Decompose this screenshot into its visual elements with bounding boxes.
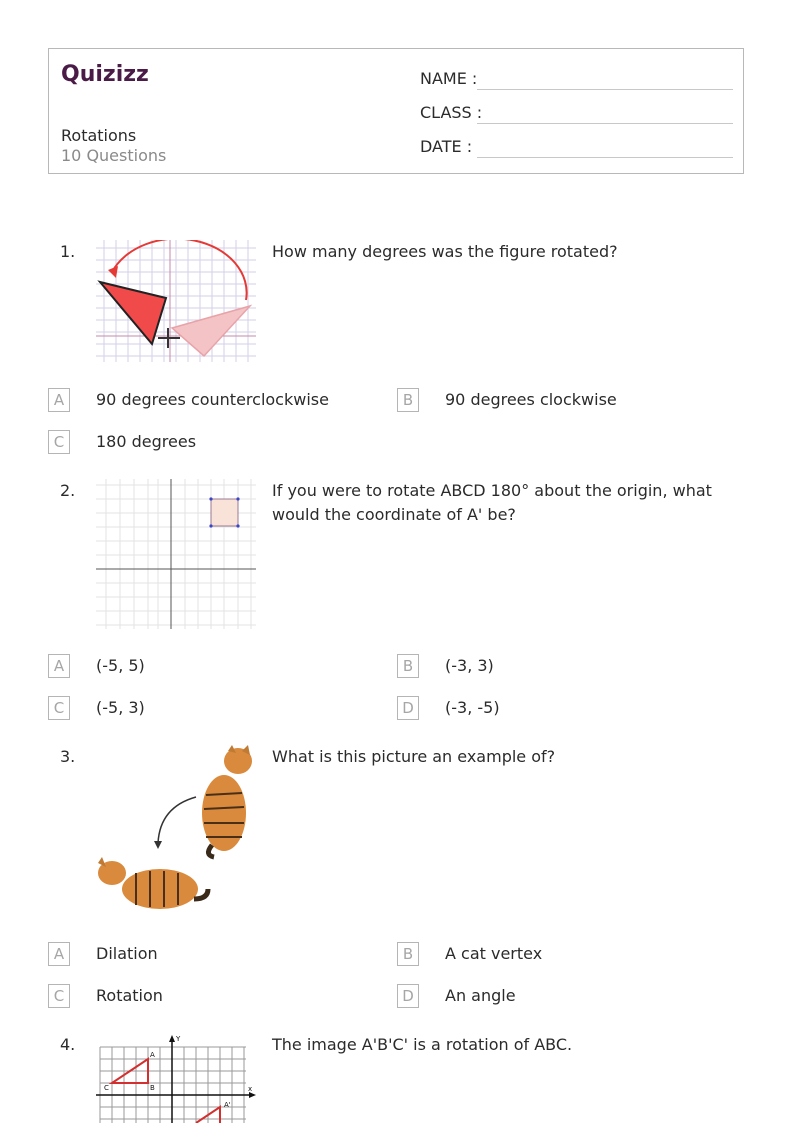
label-b: B bbox=[150, 1084, 155, 1092]
option-a-text: (-5, 5) bbox=[96, 656, 145, 675]
y-axis-arrow-icon bbox=[169, 1035, 175, 1042]
question-1-number: 1. bbox=[60, 242, 76, 261]
rotated-cat-image bbox=[98, 857, 208, 909]
question-1-figure bbox=[96, 240, 256, 362]
option-c-text: (-5, 3) bbox=[96, 698, 145, 717]
option-d-box[interactable]: D bbox=[397, 984, 419, 1008]
image-triangle bbox=[172, 306, 250, 356]
quizizz-logo bbox=[61, 59, 153, 87]
option-d-text: (-3, -5) bbox=[445, 698, 500, 717]
option-a-text: Dilation bbox=[96, 944, 158, 963]
graph-grid bbox=[100, 1047, 246, 1123]
class-line[interactable] bbox=[477, 123, 733, 124]
question-2-figure bbox=[96, 479, 256, 629]
quiz-title: Rotations bbox=[61, 126, 137, 145]
square-abcd bbox=[211, 499, 238, 526]
y-axis-label: Y bbox=[176, 1035, 181, 1043]
question-4-number: 4. bbox=[60, 1035, 76, 1054]
question-3-text: What is this picture an example of? bbox=[272, 747, 556, 766]
preimage-triangle bbox=[100, 282, 166, 344]
label-c: C bbox=[104, 1084, 109, 1092]
option-a-box[interactable]: A bbox=[48, 388, 70, 412]
arrow-head-icon bbox=[154, 841, 162, 849]
question-count: 10 Questions bbox=[61, 146, 167, 165]
rotation-arrow bbox=[158, 797, 196, 843]
option-a-box[interactable]: A bbox=[48, 942, 70, 966]
worksheet-header bbox=[48, 48, 744, 174]
question-1-text: How many degrees was the figure rotated? bbox=[272, 242, 618, 261]
option-a-box[interactable]: A bbox=[48, 654, 70, 678]
option-d-text: An angle bbox=[445, 986, 516, 1005]
question-4-text: The image A'B'C' is a rotation of ABC. bbox=[272, 1035, 573, 1054]
label-a: A bbox=[150, 1051, 155, 1059]
question-2-text: If you were to rotate ABCD 180° about the origin, what would the coordinate of A' be? bbox=[272, 481, 712, 524]
date-label: DATE : bbox=[420, 137, 473, 156]
question-2-number: 2. bbox=[60, 481, 76, 500]
option-c-box[interactable]: C bbox=[48, 696, 70, 720]
question-3-figure bbox=[96, 745, 256, 917]
question-3-number: 3. bbox=[60, 747, 76, 766]
option-b-box[interactable]: B bbox=[397, 654, 419, 678]
date-line[interactable] bbox=[477, 157, 733, 158]
option-b-box[interactable]: B bbox=[397, 942, 419, 966]
name-line[interactable] bbox=[477, 89, 733, 90]
question-4-figure bbox=[96, 1033, 256, 1123]
label-a-prime: A' bbox=[224, 1101, 231, 1109]
sitting-cat-image bbox=[202, 745, 252, 857]
option-b-text: 90 degrees clockwise bbox=[445, 390, 617, 409]
option-b-text: (-3, 3) bbox=[445, 656, 494, 675]
option-c-text: Rotation bbox=[96, 986, 163, 1005]
option-a-text: 90 degrees counterclockwise bbox=[96, 390, 329, 409]
x-axis-label: x bbox=[248, 1085, 253, 1093]
option-c-box[interactable]: C bbox=[48, 984, 70, 1008]
class-label: CLASS : bbox=[420, 103, 483, 122]
option-c-box[interactable]: C bbox=[48, 430, 70, 454]
logo-wordmark: Quizizz bbox=[61, 62, 149, 87]
name-label: NAME : bbox=[420, 69, 478, 88]
option-b-text: A cat vertex bbox=[445, 944, 543, 963]
option-b-box[interactable]: B bbox=[397, 388, 419, 412]
option-d-box[interactable]: D bbox=[397, 696, 419, 720]
option-c-text: 180 degrees bbox=[96, 432, 197, 451]
